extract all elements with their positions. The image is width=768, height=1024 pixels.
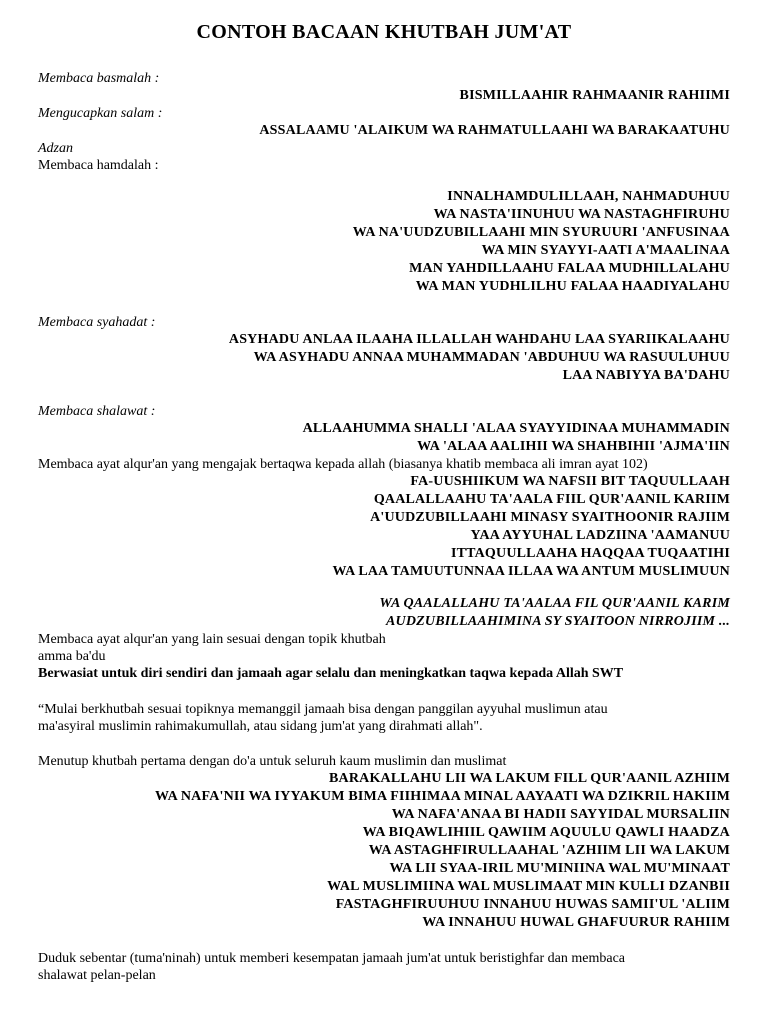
ayat-taqwa-line: QAALALLAAHU TA'AALA FIIL QUR'AANIL KARIIM [373, 492, 730, 507]
penutup-line: FASTAGHFIRUUHUU INNAHUU HUWAS SAMII'UL 'ALIIM [335, 897, 730, 912]
penutup-line: WA NAFA'NII WA IYYAKUM BIMA FIIHIMAA MINAL AAYAATI WA DZIKRIL HAKIIM [154, 789, 730, 804]
ayat-taqwa-label: Membaca ayat alqur'an yang mengajak bertaqwa kepada allah (biasanya khatib membaca ali imran ayat 102) [38, 457, 648, 472]
hamdalah-line: WA MIN SYAYYI-AATI A'MAALINAA [481, 243, 730, 258]
spacer [38, 581, 730, 595]
wasiat-text: Berwasiat untuk diri sendiri dan jamaah agar selalu dan meningkatkan taqwa kepada Allah SWT [38, 666, 624, 681]
ayat-taqwa-line: ITTAQUULLAAHA HAQQAA TUQAATIHI [450, 546, 730, 561]
shalawat-line: ALLAAHUMMA SHALLI 'ALAA SYAYYIDINAA MUHAMMADIN [302, 421, 730, 436]
basmalah-text: BISMILLAAHIR RAHMAANIR RAHIIMI [459, 88, 730, 103]
basmalah-label: Membaca basmalah : [38, 71, 160, 86]
spacer [38, 296, 730, 314]
spacer [38, 683, 730, 701]
spacer [38, 735, 730, 753]
penutup-line: WA ASTAGHFIRULLAAHAL 'AZHIIM LII WA LAKUM [368, 843, 730, 858]
syahadat-line: ASYHADU ANLAA ILAAHA ILLALLAH WAHDAHU LAA SYARIIKALAAHU [228, 332, 730, 347]
ayat-taqwa-block [38, 473, 730, 581]
quote-text: ma'asyiral muslimin rahimakumullah, atau sidang jum'at yang dirahmati allah". [38, 719, 483, 734]
penutup-line: WA LII SYAA-IRIL MU'MINIINA WAL MU'MINAAT [389, 861, 730, 876]
page-title: CONTOH BACAAN KHUTBAH JUM'AT [196, 21, 572, 43]
duduk-text: Duduk sebentar (tuma'ninah) untuk memberi kesempatan jamaah jum'at untuk beristighfar dan membaca [38, 951, 626, 966]
penutup-line: BARAKALLAHU LII WA LAKUM FILL QUR'AANIL AZHIIM [328, 771, 730, 786]
syahadat-label: Membaca syahadat : [38, 315, 156, 330]
hamdalah-line: MAN YAHDILLAAHU FALAA MUDHILLALAHU [409, 261, 730, 276]
penutup-block [38, 770, 730, 932]
hamdalah-line: WA NASTA'IINUHUU WA NASTAGHFIRUHU [433, 207, 730, 222]
syahadat-line: LAA NABIYYA BA'DAHU [562, 368, 730, 383]
hamdalah-line: WA MAN YUDHLILHU FALAA HAADIYALAHU [415, 279, 730, 294]
syahadat-line: WA ASYHADU ANNAA MUHAMMADAN 'ABDUHUU WA RASUULUHUU [253, 350, 730, 365]
ayat-taqwa-line: YAA AYYUHAL LADZIINA 'AAMANUU [470, 528, 730, 543]
salam-label: Mengucapkan salam : [38, 106, 163, 121]
quote-text: “Mulai berkhutbah sesuai topiknya memanggil jamaah bisa dengan panggilan ayyuhal muslimun atau [38, 702, 608, 717]
penutup-line: WA INNAHUU HUWAL GHAFUURUR RAHIIM [422, 915, 730, 930]
spacer [38, 174, 730, 188]
shalawat-block [38, 420, 730, 456]
italic-ayat-line: AUDZUBILLAAHIMINA SY SYAITOON NIRROJIIM ... [385, 614, 730, 629]
adzan-label: Adzan [38, 141, 73, 156]
ayat-taqwa-line: FA-UUSHIIKUM WA NAFSII BIT TAQUULLAAH [410, 474, 730, 489]
penutup-line: WAL MUSLIMIINA WAL MUSLIMAAT MIN KULLI DZANBII [327, 879, 730, 894]
shalawat-line: WA 'ALAA AALIHII WA SHAHBIHII 'AJMA'IIN [417, 439, 730, 454]
hamdalah-label: Membaca hamdalah : [38, 158, 159, 173]
penutup-line: WA BIQAWLIHIIL QAWIIM AQUULU QAWLI HAADZA [362, 825, 730, 840]
ayat-lain-text: Membaca ayat alqur'an yang lain sesuai dengan topik khutbah [38, 632, 386, 647]
syahadat-block [38, 331, 730, 385]
ayat-taqwa-line: A'UUDZUBILLAAHI MINASY SYAITHOONIR RAJIIM [370, 510, 730, 525]
penutup-line: WA NAFA'ANAA BI HADII SAYYIDAL MURSALIIN [391, 807, 730, 822]
salam-text: ASSALAAMU 'ALAIKUM WA RAHMATULLAAHI WA BARAKAATUHU [259, 123, 730, 138]
italic-ayat-block [38, 595, 730, 631]
duduk-text: shalawat pelan-pelan [38, 968, 156, 983]
hamdalah-line: INNALHAMDULILLAAH, NAHMADUHUU [447, 189, 730, 204]
ayat-taqwa-line: WA LAA TAMUUTUNNAA ILLAA WA ANTUM MUSLIMUUN [332, 564, 730, 579]
penutup-label: Menutup khutbah pertama dengan do'a untuk seluruh kaum muslimin dan muslimat [38, 754, 507, 769]
shalawat-label: Membaca shalawat : [38, 404, 156, 419]
hamdalah-block [38, 188, 730, 296]
italic-ayat-line: WA QAALALLAHU TA'AALAA FIL QUR'AANIL KARIM [379, 596, 730, 611]
amma-badu-text: amma ba'du [38, 649, 106, 664]
hamdalah-line: WA NA'UUDZUBILLAAHI MIN SYURUURI 'ANFUSINAA [352, 225, 730, 240]
spacer [38, 932, 730, 950]
spacer [38, 385, 730, 403]
